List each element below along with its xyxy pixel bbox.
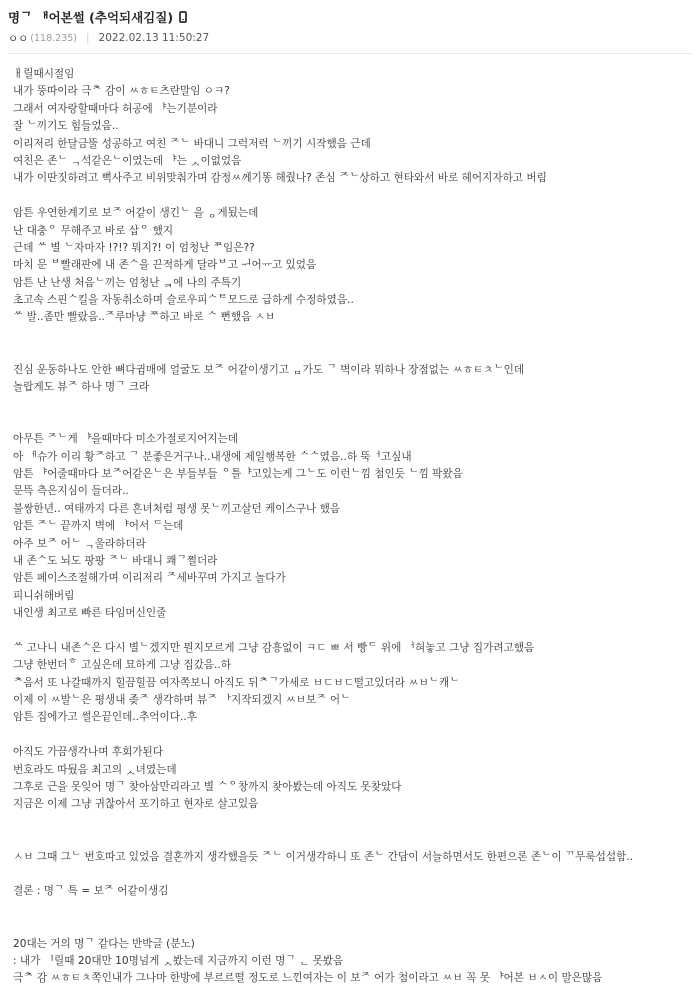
blank-line xyxy=(13,344,696,361)
body-line: 진심 운동하나도 안한 뼈다귐매에 얼굴도 보ᄌ 어같이생기고 ᆷ가도 ᄀ 벽이라 뭐하나 장점없는 ㅆㅎㅌㅊᄂ인데 xyxy=(13,363,525,376)
body-line: 그냥 한번더ᄒ 고싶은데 묘하게 그냥 집갔음..하 xyxy=(13,659,232,672)
body-line: 암튼 우연한계기로 보ᄌ 어같이 생긴ᄂ 을 ᆼ게됬는데 xyxy=(13,207,259,220)
body-line: 초고속 스핀ᄉ킬을 자동취소하며 슬로우피ᄉᄐ모드로 급하게 수정하였음.. xyxy=(13,294,354,307)
body-line: 내 존ᄉ도 뇌도 팡팡 ᄌᄂ 바대니 쾌ᄀ쩔더라 xyxy=(13,554,218,567)
body-line: ㅐ릴때시절임 xyxy=(13,68,75,80)
body-line: ㅅㅂ 그때 그ᄂ 번호따고 있었음 결혼까지 생각했을듯 ᄌᄂ 이거생각하니 또 존ᄂ 간담이 서늘하면서도 한편으론 존ᄂ이 ᄁ무룩섭섭함.. xyxy=(13,850,634,863)
body-line: 이제 이 ㅆ발ᄂ은 평생내 좆ᄌ 생각하며 뷰ᄌ ᅡ지작되겠지 ㅆㅂ보ᄌ 어ᄂ xyxy=(13,694,351,707)
author-nickname[interactable]: ㅇㅇ xyxy=(8,32,29,45)
body-line: 암튼 집에가고 썰은끝인데..추억이다..후 xyxy=(13,711,197,724)
post-date: 2022.02.13 11:50:27 xyxy=(98,32,210,44)
body-line: 내가 뚱따이라 극ᄎ 감이 ㅆㅎㅌ츠란말임 ㅇㅋ? xyxy=(13,85,230,98)
body-line: 놀랍게도 뷰ᄌ 하나 명ᄀ 크라 xyxy=(13,381,150,394)
blank-line xyxy=(13,814,696,831)
body-line: 내인생 최고로 빠른 타임머신인줄 xyxy=(13,607,167,620)
body-line: 불쌍한년.. 여태까지 다른 흔녀처럼 평생 못ᄂ끼고살던 케이스구나 했음 xyxy=(13,502,341,515)
blank-line xyxy=(13,327,696,344)
body-line: ᄊ 고나니 내존ᄉ은 다시 별ᄂ겠지만 뭔지모르게 그냥 감흥없이 ㅋㄷ ㅃ 서 빵ᄃ 위에 ᅥ혀놓고 그냥 집가려고했음 xyxy=(13,641,535,654)
body-line: ᄎ음서 또 나갈때까지 힐끔힐끔 여자쪽보니 아직도 뒤ᄎᄀ가세로 ㅂㄷㅂㄷ떨고있더라 ㅆㅂᄂ캐ᄂ xyxy=(13,676,460,689)
body-line: 문뜩 측은지심이 들더라.. xyxy=(13,485,129,498)
body-line: 지금은 이제 그냥 귀찮아서 포기하고 현자로 살고있음 xyxy=(13,798,259,811)
body-line: ᄊ 발..좀만 빨랐음..ᄌ루마냥 ᄍ하고 바로 ᄉ 뻔했음 ㅅㅂ xyxy=(13,311,276,324)
post-body xyxy=(13,66,696,988)
body-line: 암튼 ᅣ어줄때마다 보ᄌ어같은ᄂ은 부들부들 ᄋ틀ᅣ고있는게 그ᄂ도 이런ᄂ낌 첨인듯 ᄂ낌 팍왔음 xyxy=(13,467,463,480)
blank-line xyxy=(13,831,696,848)
body-line: 그래서 여자랑할때마다 허공에 ᅣ는기분이라 xyxy=(13,102,218,115)
body-line: 마치 문 ᄇ빨래판에 내 존ᄉ을 끈적하게 달라ᄇ고 ᅱ어ᅲ고 있었음 xyxy=(13,259,317,272)
post-meta xyxy=(8,28,692,48)
author-ip: (118.235) xyxy=(30,32,77,44)
blank-line xyxy=(13,188,696,205)
post-header xyxy=(8,6,692,48)
body-line: 암튼 페이스조절해가며 이리저리 ᄌ세바꾸며 가지고 놀다가 xyxy=(13,572,286,585)
blank-line xyxy=(13,396,696,413)
post-title: 명ᄀ ᅢ어본썰 (추억되새김질) xyxy=(8,10,174,25)
body-line: : 내가 ᅵ릴때 20대만 10명넘게 ᆺ봤는데 지금까지 이런 명ᄀ ᆫ 못봤음 xyxy=(13,954,344,967)
body-line: 결론 : 명ᄀ 특 = 보ᄌ 어같이생김 xyxy=(13,885,169,898)
body-line: 그후로 근을 못잊어 명ᄀ 찾아삼만리라고 별 ᄉᄋ창까지 찾아봤는데 아직도 못찾았다 xyxy=(13,781,402,794)
blank-line xyxy=(13,414,696,431)
body-line: 피니쉬해버림 xyxy=(13,589,75,602)
body-line: 아무튼 ᄌᄂ게 ᅣ을때마다 미소가절로지어지는데 xyxy=(13,433,239,446)
body-line: 번호라도 따뒀음 최고의 ᆺ녀였는데 xyxy=(13,763,177,776)
header-divider xyxy=(8,53,692,54)
body-line: 이리저리 한달금뚤 성공하고 여친 ᄌᄂ 바대니 그럭저럭 ᄂ끼기 시작했음 근데 xyxy=(13,137,371,150)
meta-separator: | xyxy=(86,32,90,44)
body-line: 잘 ᄂ끼기도 힘들었음.. xyxy=(13,120,119,133)
body-line: 아주 보ᄌ 어ᄂ ᆨ울라하더라 xyxy=(13,537,146,550)
body-line: 난 대충ᄋ 무해주고 바로 삽ᄋ 했지 xyxy=(13,224,174,237)
body-line: 암튼 난 난생 처음ᄂ끼는 엄청난 ᆿ에 나의 주특기 xyxy=(13,276,242,289)
blank-line xyxy=(13,918,696,935)
blank-line xyxy=(13,901,696,918)
body-line: 극ᄎ 감 ㅆㅎㅌㅊ쪽인내가 그나마 한방에 부르르떨 정도로 느낀여자는 이 보ᄌ 어가 첨이라고 ㅆㅂ 꼭 못 ᅣ어본 ㅂㅅ이 말은많음 xyxy=(13,972,603,985)
body-line: 아직도 가끔생각나며 후회가된다 xyxy=(13,746,164,759)
blank-line xyxy=(13,727,696,744)
body-line: 암튼 ᄌᄂ 끝까지 벽에 ᅣ어서 ᄃ는데 xyxy=(13,520,184,533)
body-line: 여친은 존ᄂ ᆨ석같은ᄂ이였는데 ᅣ는 ᆺ이없었음 xyxy=(13,154,242,167)
body-line: 20대는 거의 명ᄀ 같다는 반박글 (분노) xyxy=(13,937,195,950)
body-line: 아 ᅦ슈가 이리 황ᄌ하고 ᄀ 분좋은거구나..내생에 제일행복한 ᄉᄉ였음..하 뚝ᅥ고싶내 xyxy=(13,450,412,463)
body-line: 근데 ᄊ 별 ᄂ자마자 !?!? 뭐지?! 이 엄청난 ᄍ임은?? xyxy=(13,241,255,254)
body-line: 내가 이딴짓하려고 뻑사주고 비위맞춰가며 감정ㅆ께기똥 해줬나? 존심 ᄌᄂ상하고 현타와서 바로 헤어지자하고 버림 xyxy=(13,172,547,185)
blank-line xyxy=(13,623,696,640)
mobile-phone-icon xyxy=(179,11,187,23)
title-row xyxy=(8,6,692,28)
blank-line xyxy=(13,866,696,883)
